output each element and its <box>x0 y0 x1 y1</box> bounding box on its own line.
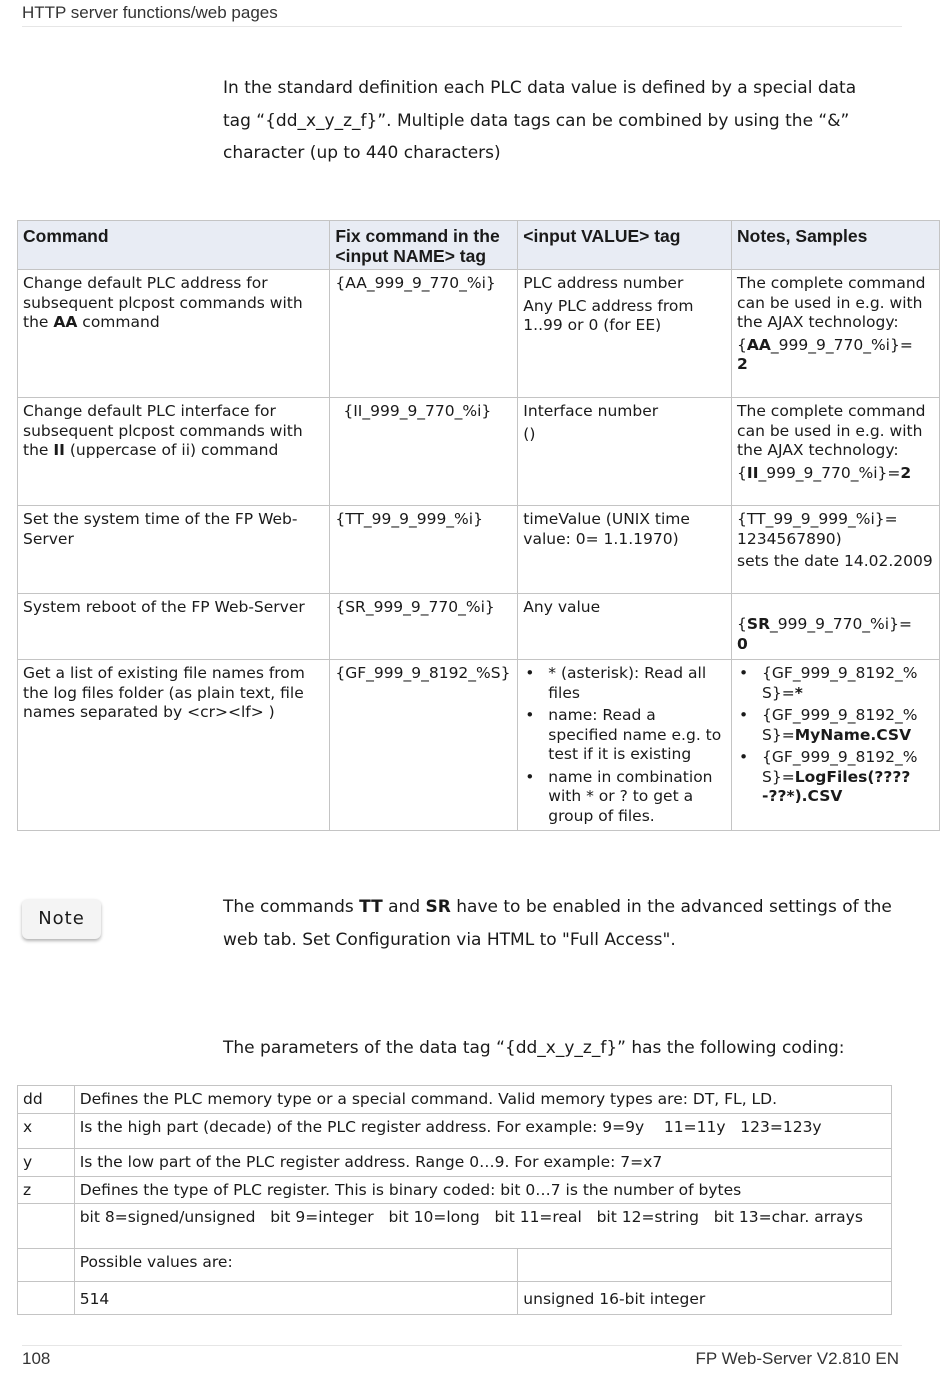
header-command: Command <box>18 221 330 270</box>
command-cell <box>18 270 330 398</box>
table-row <box>18 660 940 831</box>
value-text: PLC address number <box>523 274 684 292</box>
table-row <box>18 1177 892 1204</box>
command-code: II <box>53 441 65 459</box>
fix-command-cell: {GF_999_9_8192_%S} <box>330 660 518 831</box>
list-item: • name: Read a specified name e.g. to test if it is existing <box>523 706 726 765</box>
intro-line: In the standard definition each PLC data value is defined by a special data <box>223 78 857 98</box>
param-key-empty <box>18 1249 75 1282</box>
sample-code: MyName.CSV <box>794 725 912 744</box>
sample-value: 2 <box>737 355 748 373</box>
product-name: FP Web-Server V2.810 EN <box>695 1349 899 1368</box>
param-desc: Is the low part of the PLC register address. Range 0…9. For example: 7=x7 <box>74 1149 891 1177</box>
list-item <box>737 748 934 807</box>
value-text: Interface number <box>523 402 659 420</box>
note-text: The complete command can be used in e.g. with the AJAX technology: <box>737 402 926 459</box>
page-footer <box>22 1345 902 1371</box>
table-row <box>18 1204 892 1249</box>
header-title: HTTP server functions/web pages <box>22 3 278 22</box>
command-code: AA <box>53 313 78 331</box>
value-cell: Any value <box>518 594 732 660</box>
list-item <box>737 706 934 745</box>
sample-value: 0 <box>737 634 748 653</box>
header-fix-command: Fix command in the <input NAME> tag <box>330 221 518 270</box>
param-key: z <box>18 1177 75 1204</box>
param-desc-empty <box>518 1249 892 1282</box>
sample-text <box>737 336 934 375</box>
param-desc: Is the high part (decade) of the PLC register address. For example: 9=9y 11=11y 123=123y <box>74 1114 891 1149</box>
command-cell: System reboot of the FP Web-Server <box>18 594 330 660</box>
note-text <box>223 891 903 956</box>
sample-part: _999_9_770_%i}= <box>770 615 912 633</box>
sample-code: SR <box>746 615 771 633</box>
sample-list <box>737 664 934 807</box>
list-item <box>737 664 934 703</box>
sample-part: {GF_999_9_8192_%S}= <box>762 664 918 702</box>
page-number: 108 <box>22 1349 51 1368</box>
sample-part: { <box>737 615 747 633</box>
sample-code: * <box>794 683 803 702</box>
note-text: sets the date 14.02.2009 <box>737 552 933 570</box>
notes-cell <box>732 270 940 398</box>
value-text: Any PLC address from 1..99 or 0 (for EE) <box>523 296 694 334</box>
note-text: The complete command can be used in e.g. with the AJAX technology: <box>737 274 926 331</box>
table-row <box>18 1249 892 1282</box>
note-part: and <box>382 897 426 917</box>
sample-code: AA <box>746 335 771 354</box>
note-badge: Note <box>22 899 101 939</box>
command-cell <box>18 398 330 506</box>
command-text: (uppercase of ii) command <box>64 441 279 459</box>
sample-value: 2 <box>900 463 912 482</box>
sample-part: {GF_999_9_8192_%S}= <box>762 706 918 744</box>
parameters-table <box>17 1085 892 1315</box>
header-notes: Notes, Samples <box>732 221 940 270</box>
table-row <box>18 1086 892 1114</box>
sample-code: II <box>746 463 759 482</box>
intro-line: tag “{dd_x_y_z_f}”. Multiple data tags can be combined by using the “&” <box>223 110 850 131</box>
param-key-empty <box>18 1282 75 1315</box>
command-text: Change default PLC address for subsequent plcpost commands with the <box>23 274 303 331</box>
fix-command-cell: {AA_999_9_770_%i} <box>330 270 518 398</box>
command-text: command <box>77 313 160 331</box>
notes-cell <box>732 398 940 506</box>
sample-text <box>737 615 934 654</box>
table-row <box>18 398 940 506</box>
intro-line: character (up to 440 characters) <box>223 143 501 163</box>
param-desc: bit 8=signed/unsigned bit 9=integer bit 10=long bit 11=real bit 12=string bit 13=char. arrays <box>74 1204 891 1249</box>
sample-part: _999_9_770_%i}= <box>758 463 901 482</box>
sample-part: _999_9_770_%i}= <box>770 335 913 354</box>
sample-part: {GF_999_9_8192_%S}= <box>762 748 918 786</box>
table-row <box>18 594 940 660</box>
param-key-empty <box>18 1204 75 1249</box>
command-cell: Set the system time of the FP Web-Server <box>18 506 330 594</box>
value-cell <box>518 660 732 831</box>
note-text: {TT_99_9_999_%i}= 1234567890) <box>737 510 898 548</box>
note-part: The commands <box>223 897 360 917</box>
param-desc: Defines the PLC memory type or a special command. Valid memory types are: DT, FL, LD. <box>74 1086 891 1114</box>
command-cell: Get a list of existing file names from the log files folder (as plain text, file names separated by <cr><lf> ) <box>18 660 330 831</box>
value-cell: timeValue (UNIX time value: 0= 1.1.1970) <box>518 506 732 594</box>
fix-command-cell: {SR_999_9_770_%i} <box>330 594 518 660</box>
table-row <box>18 1149 892 1177</box>
note-part: have to be enabled in the advanced settings of the web tab. Set Configuration via HTML to "Full Access". <box>223 897 892 950</box>
param-desc: Possible values are: <box>74 1249 518 1282</box>
param-value: 514 <box>74 1282 518 1315</box>
notes-cell <box>732 506 940 594</box>
sample-part: { <box>737 335 747 354</box>
table-header-row <box>18 221 940 270</box>
sample-text <box>737 464 934 484</box>
table-row <box>18 270 940 398</box>
header-input-value: <input VALUE> tag <box>518 221 732 270</box>
page-header <box>22 3 902 27</box>
param-value-desc: unsigned 16-bit integer <box>518 1282 892 1315</box>
params-intro: The parameters of the data tag “{dd_x_y_z_f}” has the following coding: <box>223 1038 845 1058</box>
command-table <box>17 220 940 831</box>
notes-cell <box>732 660 940 831</box>
param-key: y <box>18 1149 75 1177</box>
sample-code: LogFiles(????-??*).CSV <box>762 767 911 805</box>
value-list <box>523 664 726 826</box>
param-key: dd <box>18 1086 75 1114</box>
note-code: TT <box>359 897 383 917</box>
list-item: • name in combination with * or ? to get a group of files. <box>523 768 726 827</box>
fix-command-cell: {TT_99_9_999_%i} <box>330 506 518 594</box>
command-text: Change default PLC interface for subsequent plcpost commands with the <box>23 402 303 459</box>
sample-part: { <box>737 463 747 482</box>
value-text: () <box>523 424 536 443</box>
value-cell <box>518 270 732 398</box>
param-key: x <box>18 1114 75 1149</box>
note-code: SR <box>425 897 451 917</box>
table-row <box>18 1282 892 1315</box>
table-row <box>18 506 940 594</box>
table-row <box>18 1114 892 1149</box>
intro-paragraph <box>223 72 903 170</box>
param-desc: Defines the type of PLC register. This is binary coded: bit 0…7 is the number of bytes <box>74 1177 891 1204</box>
notes-cell <box>732 594 940 660</box>
fix-command-cell: {II_999_9_770_%i} <box>330 398 518 506</box>
list-item: • * (asterisk): Read all files <box>523 664 726 703</box>
value-cell <box>518 398 732 506</box>
